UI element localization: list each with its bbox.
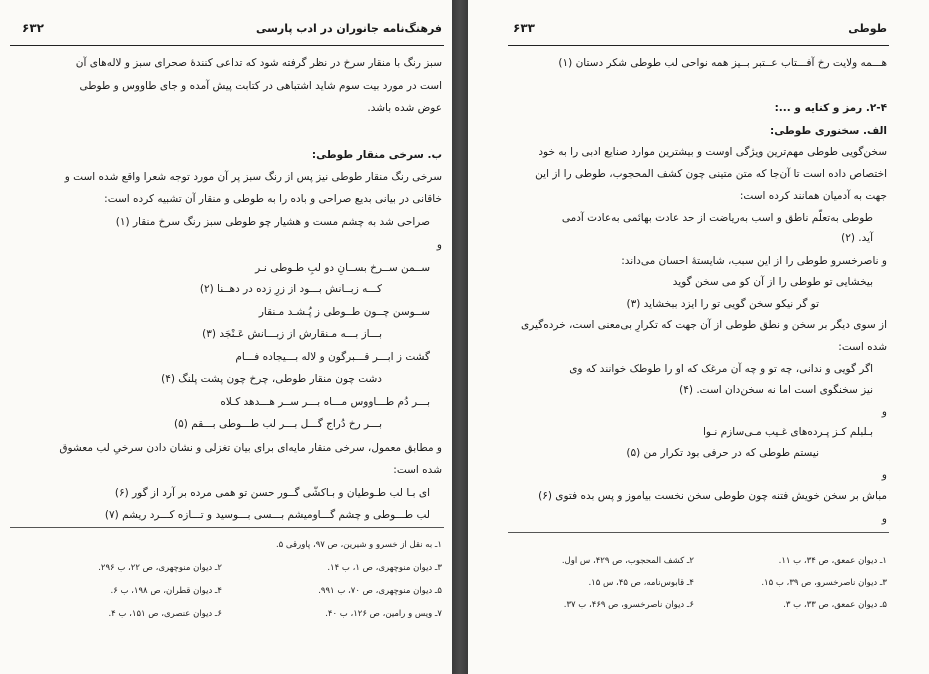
header-rule: [508, 45, 889, 46]
body-line: و: [881, 406, 887, 418]
book-gutter: [452, 0, 468, 674]
running-title: فرهنگ‌نامه جانوران در ادب پارسی: [255, 22, 442, 35]
footnote: ۲ـ کشف المحجوب، ص ۴۲۹، س اول.: [561, 556, 694, 566]
body-line: جهت به آدمیان همانند کرده است:: [739, 190, 887, 202]
verse-line: بـــاز بـــه مـنقارش از زبـــانش عَـنْجَد (۳): [202, 328, 382, 340]
verse-line: نیستم طوطی که در حرفی بود تکرار من (۵): [626, 447, 819, 459]
body-line: سخن‌گویی طوطی مهم‌ترین ویژگی اوست و بیشترین موارد صنایع ادبی را به خود: [538, 146, 887, 158]
verse-line: ســمن ســرخ بســانِ دو لبِ طـوطی نـر: [255, 262, 430, 274]
verse-line: ای بـا لب طـوطیان و بـاکشّی گــور حسن تو همی مرده بر آرد از گور (۶): [114, 487, 430, 499]
body-line: و: [436, 239, 442, 251]
verse-line: بـــر دُم طـــاووس مـــاه بـــر ســر هـــدهد کـلاه: [220, 396, 430, 408]
verse-line: دشت چون منقار طوطی، چرخ چون پشت پلنگ (۴): [161, 373, 382, 385]
footnote: ۱ـ دیوان عمعق، ص ۳۴، ب ۱۱.: [778, 556, 887, 566]
page-number: ۶۳۳: [513, 21, 535, 35]
footnote: ۲ـ دیوان منوچهری، ص ۲۲، ب ۲۹۶.: [98, 563, 222, 573]
footnote: ۶ـ دیوان ناصرخسرو، ص ۴۶۹، ب ۳۷.: [563, 600, 694, 610]
body-line: و: [881, 513, 887, 525]
body-line: شده است:: [393, 464, 442, 476]
verse-line: گشت ز ابـــر قـــبرگون و لاله بـــیجاده فـــام: [235, 351, 430, 363]
footnote: ۷ـ ویس و رامین، ص ۱۲۶، ب ۴۰.: [325, 609, 442, 619]
footnote: ۵ـ دیوان منوچهری، ص ۷۰، ب ۹۹۱.: [318, 586, 442, 596]
quote-line: اگر گویی و ندانی، چه تو و چه آن مرغک که او را طوطک خوانند که وی: [569, 363, 873, 375]
body-line: است در مورد بیت سوم شاید اشتباهی در کتابت پیش آمده و جای طاووس و طوطی: [79, 80, 442, 92]
verse-line: هـــمه ولایت رخ آفـــتاب عــتبر بــیز همه نواحی لب طوطی شکر دستان (۱): [558, 57, 887, 69]
verse-line: بیخشایی تو طوطی را از آن کو می سخن گوید: [672, 276, 873, 288]
running-title: طوطی: [848, 22, 887, 35]
body-line: و مطابق معمول، سرخی منقار مایه‌ای برای بیان تغزلی و نشان دادن سرخیِ لب معشوق: [59, 442, 442, 454]
body-line: خاقانی در بیانی بدیع صراحی و باده را به طوطی و منقار آن تشبیه کرده است:: [104, 193, 442, 205]
verse-line: بـــر رخ دُراج گـــل بـــر لب طـــوطی بـــقم (۵): [174, 418, 382, 430]
verse-line: تو گر نیکو سخن گویی تو را ایزد ببخشاید (۳): [626, 298, 819, 310]
quote-line: طوطی به‌تعلّم ناطق و اسب به‌ریاضت از حد عادت بهائمی به‌عادت آدمی: [561, 212, 873, 224]
body-line: شده است:: [838, 341, 887, 353]
quote-line: نیز سخنگوی است اما نه سخن‌دان است. (۴): [679, 384, 873, 396]
verse-line: بـلبلم کـز پـرده‌های غـیب مـی‌سازم نـوا: [703, 426, 873, 438]
body-line: سرخی رنگ منقار طوطی نیز پس از رنگ سبز پر آن مورد توجه شعرا واقع شده است و: [64, 171, 442, 183]
footnote: ۴ـ دیوان قطران، ص ۱۹۸، ب ۶.: [110, 586, 222, 596]
header-rule: [10, 45, 444, 46]
verse-line: کـــه زبــانش بـــود از زرِ زده در دهــنا (۲): [199, 283, 382, 295]
footnote-rule: [508, 532, 889, 533]
body-line: سبز رنگ با منقار سرخ در نظر گرفته شود که تداعی کنندهٔ صحرای سبز و لاله‌های آن: [75, 57, 442, 69]
body-line: اختصاص داده است تا آن‌جا که متن متینی چون کشف المحجوب، طوطی را از این: [535, 168, 887, 180]
verse-line: صراحی شد به چشم مست و هشیار چو طوطی سبز رنگ سرخ منقار (۱): [115, 216, 430, 228]
body-line: و ناصرخسرو طوطی را از این سبب، شایستهٔ احسان می‌داند:: [621, 255, 887, 267]
footnote: ۵ـ دیوان عمعق، ص ۳۳، ب ۳.: [783, 600, 887, 610]
subsection-heading: الف. سخنوری طوطی:: [770, 125, 887, 137]
section-heading: ۲-۴. رمز و کنایه و ...:: [774, 102, 887, 114]
footnote-rule: [10, 527, 444, 528]
footnote: ۴ـ قابوس‌نامه، ص ۴۵، س ۱۵.: [588, 578, 694, 588]
footnote: ۳ـ دیوان منوچهری، ص ۱، ب ۱۴.: [327, 563, 442, 573]
section-heading: ب. سرخی منقار طوطی:: [311, 149, 442, 161]
footnote: ۳ـ دیوان ناصرخسرو، ص ۳۹، ب ۱۵.: [761, 578, 887, 588]
left-page: [0, 0, 452, 674]
verse-line: ســوسن چــون طــوطی ز پُـشـد مـنقار: [258, 306, 430, 318]
page-number: ۶۳۲: [22, 21, 44, 35]
verse-line: لب طـــوطی و چشم گـــاومیشم بـــسی بـــوسید و تـــازه کـــرد ریشم (۷): [104, 509, 430, 521]
quote-line: آید. (۲): [841, 232, 873, 244]
verse-line: مباش بر سخن خویش فتنه چون طوطی سخن نخست بیاموز و پس بده فتوی (۶): [538, 490, 887, 502]
body-line: از سوی دیگر بر سخن و نطق طوطی از آن جهت که تکرارِ بی‌معنی است، خرده‌گیری: [521, 319, 887, 331]
right-page: [468, 0, 929, 674]
footnote: ۶ـ دیوان عنصری، ص ۱۵۱، ب ۴.: [108, 609, 222, 619]
footnote: ۱ـ به نقل از خسرو و شیرین، ص ۹۷، پاورقی ۵.: [275, 540, 442, 550]
body-line: عوض شده باشد.: [367, 102, 442, 114]
body-line: و: [881, 469, 887, 481]
